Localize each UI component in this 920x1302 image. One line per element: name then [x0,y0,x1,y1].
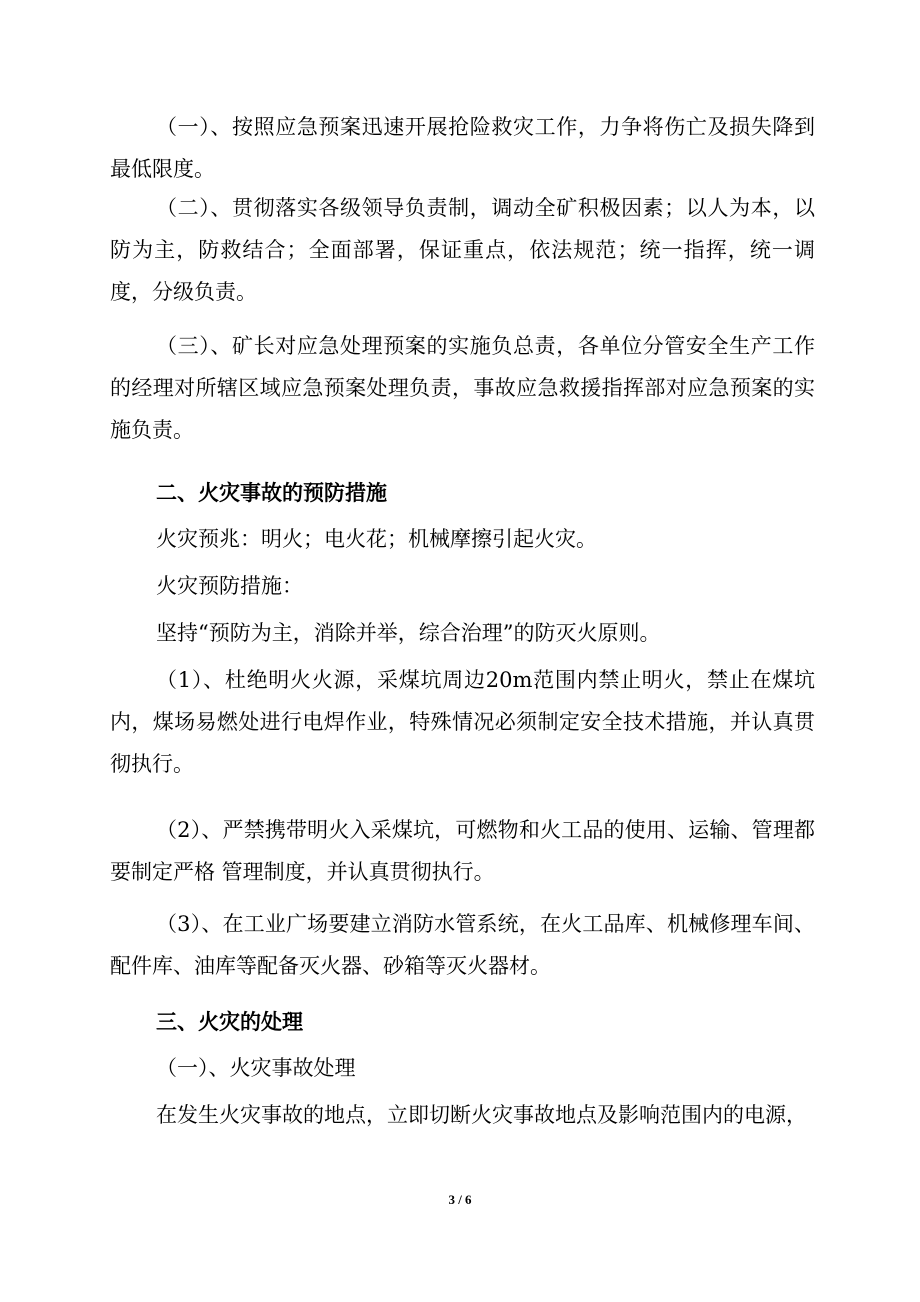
subheading-fire-accident-handling: （一）、火灾事故处理 [156,1056,356,1080]
page-number: 3 / 6 [448,1192,472,1207]
paragraph-measure-2: （2）、严禁携带明火入采煤坑，可燃物和火工品的使用、运输、管理都要制定严格 管理制度，并认真贯彻执行。 [110,818,815,884]
paragraph-principle-2: （二）、贯彻落实各级领导负责制，调动全矿积极因素；以人为本，以防为主，防救结合；全面部署，保证重点，依法规范；统一指挥，统一调度，分级负责。 [110,196,815,304]
section-heading-fire-prevention: 二、火灾事故的预防措施 [156,480,387,505]
paragraph-measure-1: （1）、杜绝明火火源，采煤坑周边20m范围内禁止明火，禁止在煤坑内，煤场易燃处进行电焊作业，特殊情况必须制定安全技术措施，并认真贯彻执行。 [110,668,815,776]
paragraph-fire-handling-body: 在发生火灾事故的地点，立即切断火灾事故地点及影响范围内的电源， [156,1103,807,1127]
paragraph-fire-measures-label: 火灾预防措施： [156,574,303,598]
paragraph-principle-1: （一）、按照应急预案迅速开展抢险救灾工作，力争将伤亡及损失降到最低限度。 [110,115,815,181]
section-heading-fire-handling: 三、火灾的处理 [156,1009,303,1034]
paragraph-fire-signs: 火灾预兆：明火；电火花；机械摩擦引起火灾。 [156,527,597,551]
paragraph-principle-3: （三）、矿长对应急处理预案的实施负总责，各单位分管安全生产工作的经理对所辖区域应急预案处理负责，事故应急救援指挥部对应急预案的实施负责。 [110,334,815,442]
paragraph-fire-principle: 坚持“预防为主，消除并举，综合治理”的防灭火原则。 [156,621,661,645]
paragraph-measure-3: （3）、在工业广场要建立消防水管系统，在火工品库、机械修理车间、配件库、油库等配备灭火器、砂箱等灭火器材。 [110,912,815,978]
